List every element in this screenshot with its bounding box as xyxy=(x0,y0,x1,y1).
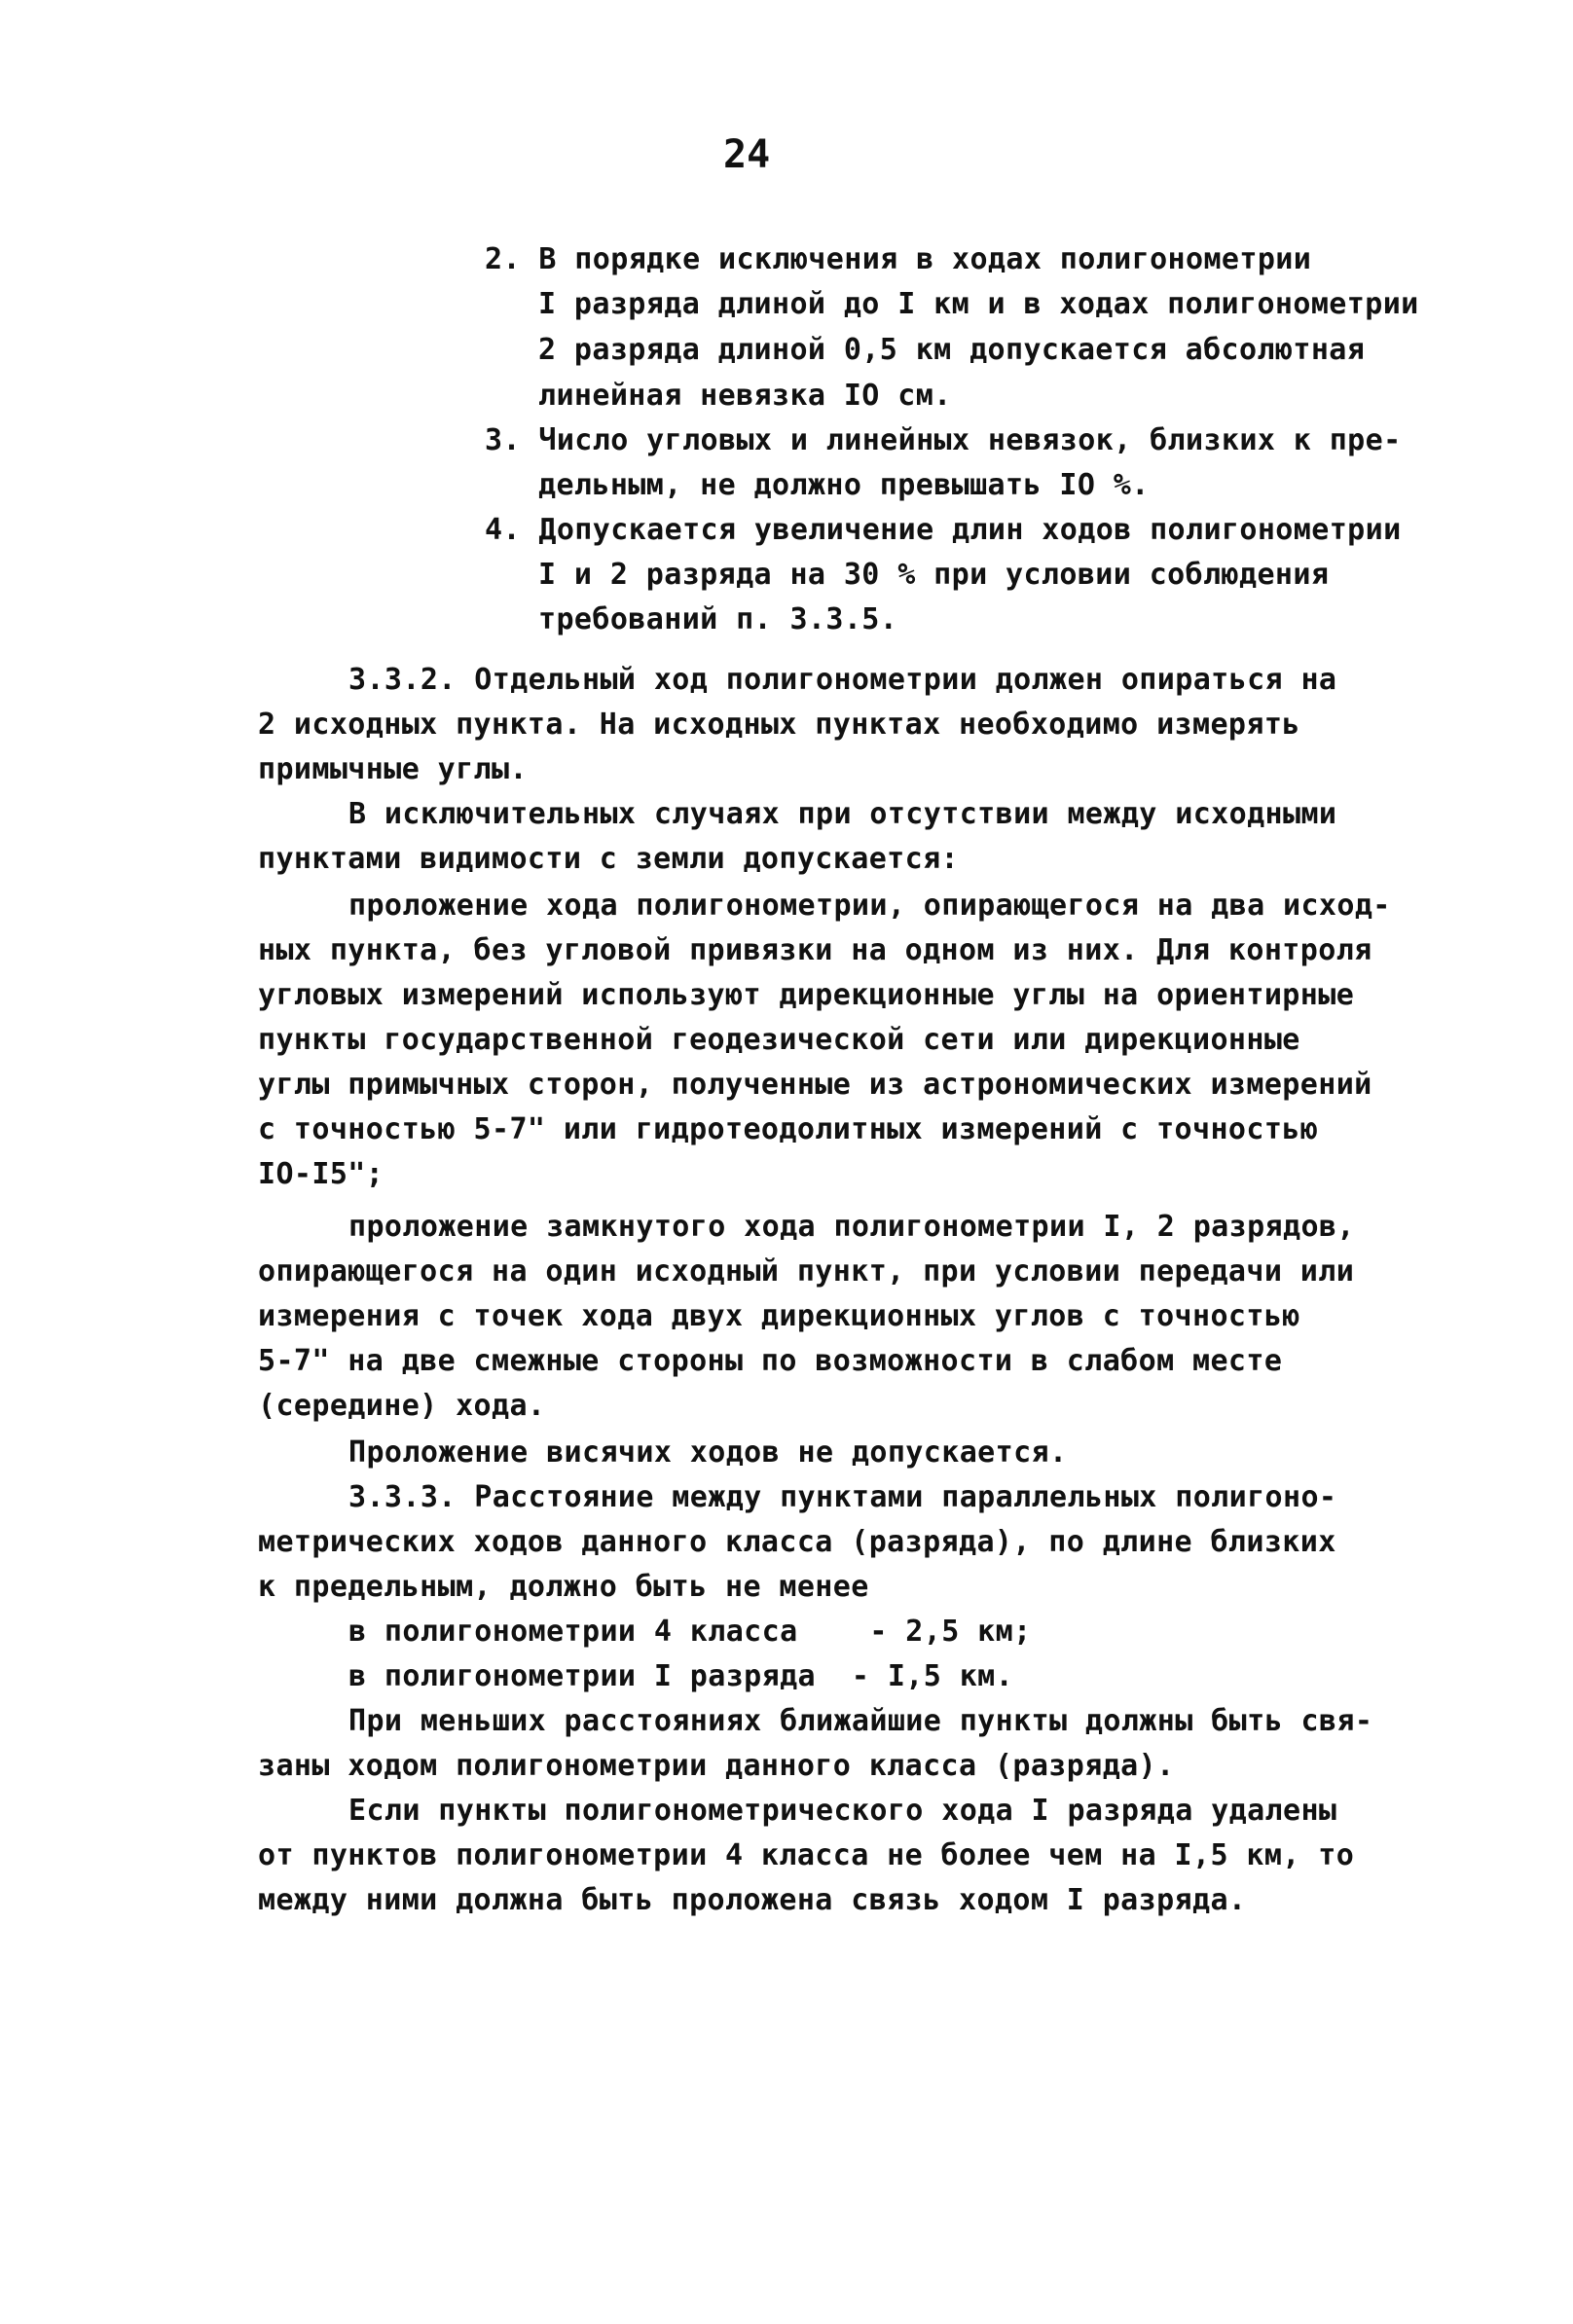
text-line: опирающегося на один исходный пункт, при условии передачи или xyxy=(258,1254,1355,1289)
text-line: (середине) хода. xyxy=(258,1389,546,1423)
text-line: ных пункта, без угловой привязки на одном из них. Для контроля xyxy=(258,933,1372,967)
text-line: в полигонометрии 4 класса - 2,5 км; xyxy=(348,1615,1032,1649)
text-line: с точностью 5-7" или гидротеодолитных измерений с точностью xyxy=(258,1112,1319,1146)
text-line: 4. Допускается увеличение длин ходов полигонометрии xyxy=(485,513,1402,547)
text-line: заны ходом полигонометрии данного класса (разряда). xyxy=(258,1749,1175,1783)
text-line: 2 исходных пункта. На исходных пунктах необходимо измерять xyxy=(258,708,1300,742)
text-line: проложение замкнутого хода полигонометрии I, 2 разрядов, xyxy=(348,1210,1355,1244)
text-line: Если пункты полигонометрического хода I разряда удалены xyxy=(348,1794,1337,1828)
text-line: метрических ходов данного класса (разряда), по длине близких xyxy=(258,1525,1336,1559)
text-line: проложение хода полигонометрии, опирающегося на два исход- xyxy=(348,889,1391,923)
text-line: между ними должна быть проложена связь ходом I разряда. xyxy=(258,1883,1247,1917)
text-line: При меньших расстояниях ближайшие пункты должны быть свя- xyxy=(348,1704,1373,1738)
text-line: 3. Число угловых и линейных невязок, близких к пре- xyxy=(485,423,1402,457)
text-line: измерения с точек хода двух дирекционных углов с точностью xyxy=(258,1299,1300,1333)
text-line: от пунктов полигонометрии 4 класса не более чем на I,5 км, то xyxy=(258,1838,1355,1872)
text-line: к предельным, должно быть не менее xyxy=(258,1570,869,1604)
text-line: IO-I5"; xyxy=(258,1157,384,1191)
text-line: I разряда длиной до I км и в ходах полигонометрии xyxy=(538,287,1419,321)
text-line: 3.3.2. Отдельный ход полигонометрии должен опираться на xyxy=(348,663,1337,697)
text-line: примычные углы. xyxy=(258,752,528,786)
text-line: углы примычных сторон, полученные из астрономических измерений xyxy=(258,1068,1372,1102)
text-line: требований п. 3.3.5. xyxy=(538,602,898,636)
text-line: линейная невязка IO см. xyxy=(538,379,952,413)
text-line: дельным, не должно превышать IO %. xyxy=(538,468,1150,502)
text-line: пунктами видимости с земли допускается: xyxy=(258,842,959,876)
page-number: 24 xyxy=(723,132,771,177)
text-line: I и 2 разряда на 30 % при условии соблюдения xyxy=(538,558,1330,592)
text-line: В исключительных случаях при отсутствии между исходными xyxy=(348,797,1337,831)
text-line: пункты государственной геодезической сети или дирекционные xyxy=(258,1023,1300,1057)
text-line: угловых измерений используют дирекционные углы на ориентирные xyxy=(258,978,1355,1012)
text-line: 3.3.3. Расстояние между пунктами параллельных полигоно- xyxy=(348,1480,1337,1514)
text-line: 2 разряда длиной 0,5 км допускается абсолютная xyxy=(538,333,1366,367)
text-line: Проложение висячих ходов не допускается. xyxy=(348,1435,1068,1470)
text-line: 5-7" на две смежные стороны по возможности в слабом месте xyxy=(258,1344,1283,1378)
text-line: в полигонометрии I разряда - I,5 км. xyxy=(348,1659,1014,1693)
text-line: 2. В порядке исключения в ходах полигонометрии xyxy=(485,242,1312,276)
